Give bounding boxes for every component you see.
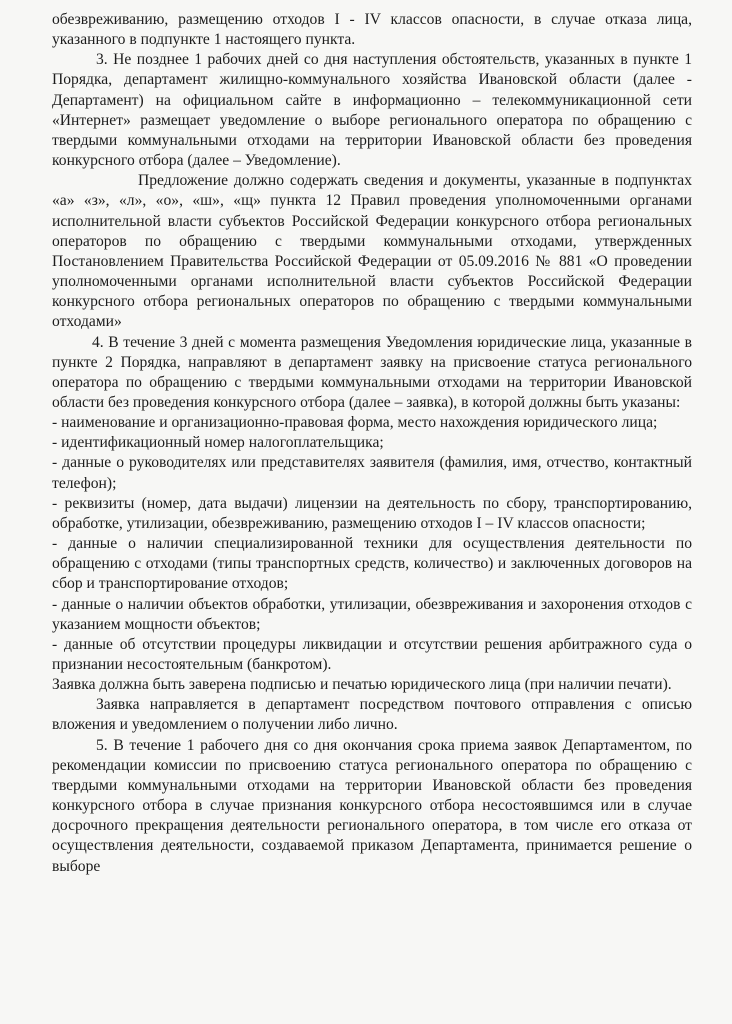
paragraph-item-3: 3. Не позднее 1 рабочих дней со дня наступления обстоятельств, указанных в пункте 1 Порядка, департамент жилищно-коммунального хозяйства Ивановской области (далее - Департамент) на официальном сайте в информационно – телекоммуникационной сети «Интернет» размещает уведомление о выборе регионального оператора по обращению с твердыми коммунальными отходами на территории Ивановской области без проведения конкурсного отбора (далее – Уведомление). xyxy=(52,51,692,170)
list-item: - наименование и организационно-правовая форма, место нахождения юридического лица; xyxy=(52,414,658,432)
paragraph-proposal: Предложение должно содержать сведения и документы, указанные в подпунктах «а» «з», «л», «о», «ш», «щ» пункта 12 Правил проведения уполномоченными органами исполнительной власти субъектов Российской Федерации конкурсного отбора региональных операторов по обращению с твердыми коммунальными отходами, утвержденных Постановлением Правительства Российской Федерации от 05.09.2016 № 881 «О проведении уполномоченными органами исполнительной власти субъектов Российской Федерации конкурсного отбора региональных операторов по обращению с твердыми коммунальными отходами» xyxy=(52,172,692,331)
paragraph-signature-requirement: Заявка должна быть заверена подписью и печатью юридического лица (при наличии печати). xyxy=(52,676,672,694)
list-item: - данные о руководителях или представителях заявителя (фамилия, имя, отчество, контактный телефон); xyxy=(52,454,692,492)
paragraph-submission: Заявка направляется в департамент посредством почтового отправления с описью вложения и уведомлением о получении либо лично. xyxy=(52,696,692,734)
list-item: - данные об отсутствии процедуры ликвидации и отсутствии решения арбитражного суда о признании несостоятельным (банкротом). xyxy=(52,635,692,673)
list-item: - реквизиты (номер, дата выдачи) лицензии на деятельность по сбору, транспортированию, обработке, утилизации, обезвреживанию, размещению отходов I – IV классов опасности; xyxy=(52,494,692,532)
paragraph-continuation: обезвреживанию, размещению отходов I - IV классов опасности, в случае отказа лица, указанного в подпункте 1 настоящего пункта. xyxy=(52,11,692,49)
list-item: - данные о наличии объектов обработки, утилизации, обезвреживания и захоронения отходов с указанием мощности объектов; xyxy=(52,595,692,633)
paragraph-item-5: 5. В течение 1 рабочего дня со дня окончания срока приема заявок Департаментом, по рекомендации комиссии по присвоению статуса регионального оператора по обращению с твердыми коммунальными отходами на территории Ивановской области без проведения конкурсного отбора в случае признания конкурсного отбора несостоявшимся или в случае досрочного прекращения деятельности регионального оператора, в том числе его отказа от осуществления деятельности, создаваемой приказом Департамента, принимается решение о выборе xyxy=(52,736,692,875)
paragraph-item-4: 4. В течение 3 дней с момента размещения Уведомления юридические лица, указанные в пункте 2 Порядка, направляют в департамент заявку на присвоение статуса регионального оператора по обращению с твердыми коммунальными отходами на территории Ивановской области без проведения конкурсного отбора (далее – заявка), в которой должны быть указаны: xyxy=(52,333,692,411)
list-item: - идентификационный номер налогоплательщика; xyxy=(52,434,384,452)
list-item: - данные о наличии специализированной техники для осуществления деятельности по обращению с отходами (типы транспортных средств, количество) и заключенных договоров на сбор и транспортирование отходов; xyxy=(52,535,692,593)
document-body xyxy=(52,10,692,877)
